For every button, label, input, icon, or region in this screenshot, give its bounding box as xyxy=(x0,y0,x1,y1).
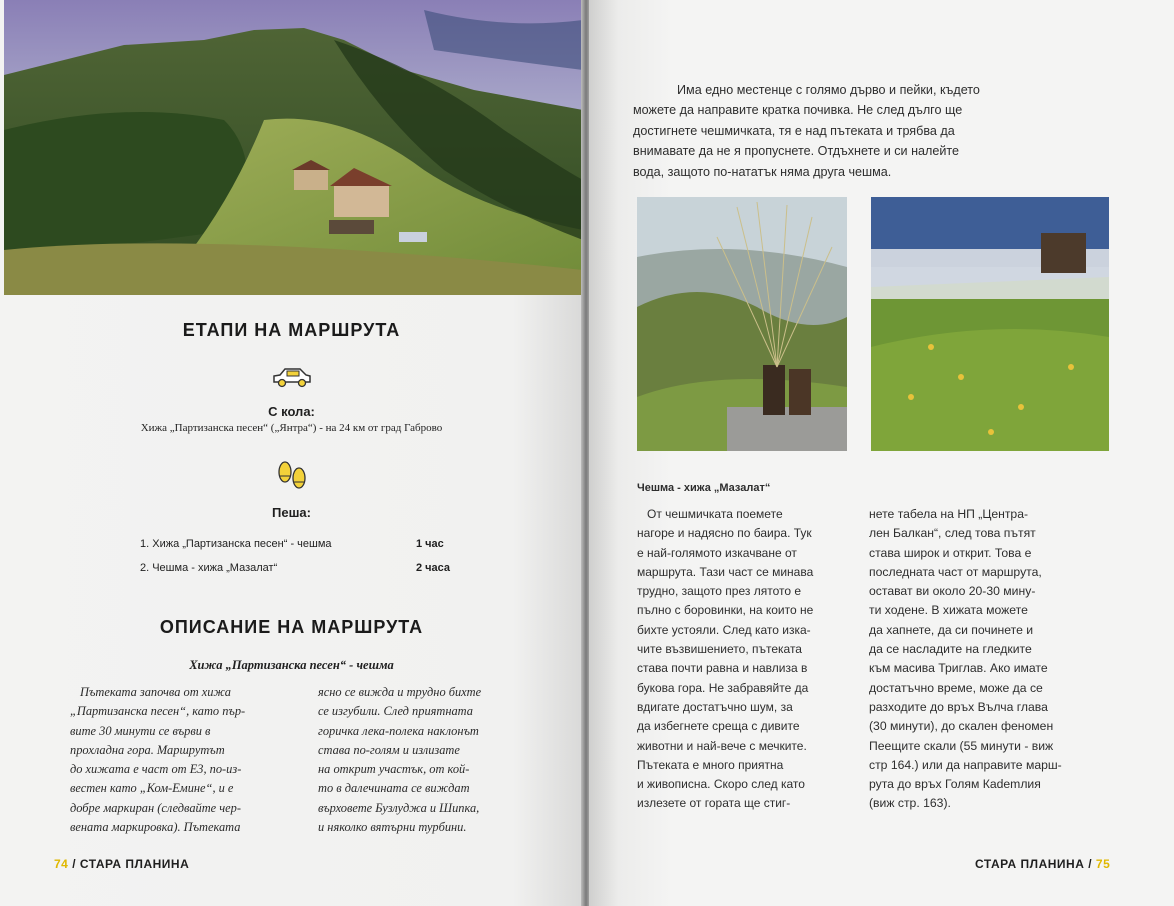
intro-paragraph xyxy=(633,80,1077,182)
text-line: нагоре и надясно по баира. Тук xyxy=(637,526,812,541)
text-line: достатъчно време, може да се xyxy=(869,680,1043,695)
stage-1-name: 1. Хижа „Партизанска песен“ - чешма xyxy=(140,538,332,550)
section-subtitle: Хижа „Партизанска песен“ - чешма xyxy=(189,658,394,672)
description-column-1 xyxy=(70,683,296,837)
text-line: ясно се вижда и трудно бихте xyxy=(318,685,482,699)
text-line: и няколко вятърни турбини. xyxy=(318,820,467,835)
text-line: (виж стр. 163). xyxy=(869,796,951,811)
text-line: прохладна гора. Маршрутът xyxy=(70,742,225,757)
text-line: на открит участък, от кой- xyxy=(318,762,470,777)
text-line: е най-голямото изкачване от xyxy=(637,545,797,560)
text-line: Пътеката започва от хижа xyxy=(80,685,231,699)
text-line: животни и най-вече с мечките. xyxy=(637,738,807,753)
left-folio xyxy=(54,857,189,871)
text-line: нете табела на НП „Центра- xyxy=(869,507,1029,521)
text-line: бихте устояли. След като изка- xyxy=(637,622,811,637)
page-number: 75 xyxy=(1095,857,1111,871)
text-line: добре маркиран (следвайте чер- xyxy=(70,800,242,815)
text-line: трудно, защото през лятото е xyxy=(637,584,802,599)
text-line: вдигате достатъчно шум, за xyxy=(637,699,793,714)
right-page xyxy=(589,0,1174,906)
text-line: ти ходене. В хижата можете xyxy=(869,603,1028,618)
side-running-head xyxy=(1134,88,1154,348)
text-line: букова гора. Не забравяйте да xyxy=(637,680,809,695)
boots-grass-photo xyxy=(637,197,847,451)
text-line: да се насладите на гледките xyxy=(869,642,1032,657)
text-line: достигнете чешмичката, тя е над пътеката и трябва да xyxy=(633,123,955,138)
text-line: пълно с боровинки, на които не xyxy=(637,603,814,618)
running-footer: / СТАРА ПЛАНИНА xyxy=(72,857,190,871)
text-line: вестен като „Ком-Емине“, и е xyxy=(70,781,234,796)
text-line: чите възвишението, пътеката xyxy=(637,642,802,657)
text-line: рута до връх Голям Кademлия xyxy=(869,777,1041,792)
text-line: и живописна. Скоро след като xyxy=(637,777,805,792)
text-line: Пътеката е много приятна xyxy=(637,757,784,772)
car-route-text: Хижа „Партизанска песен“ („Янтра“) - на 24 км от град Габрово xyxy=(140,422,443,434)
text-line: маршрута. Тази част се минава xyxy=(637,564,814,579)
stage-2-time: 2 часа xyxy=(416,562,451,574)
text-line: излезете от гората ще стиг- xyxy=(637,796,791,811)
foot-label: Пеша: xyxy=(272,505,311,520)
text-line: да хапнете, да си починете и xyxy=(869,622,1034,637)
mountain-landscape-image xyxy=(4,0,583,295)
text-line: то в далечината се виждат xyxy=(318,781,470,796)
text-line: „Партизанска песен“, като пър- xyxy=(70,704,246,719)
page-number: 74 xyxy=(54,857,69,871)
route-description-heading: ОПИСАНИЕ НА МАРШРУТА xyxy=(159,617,424,637)
text-line: последната част от маршрута, xyxy=(869,564,1042,579)
text-line: (30 минути), до скален феномен xyxy=(869,719,1054,734)
laundry-meadow-photo xyxy=(871,197,1109,451)
footprints-icon xyxy=(0,458,583,499)
text-line: върховете Бузлуджа и Шипка, xyxy=(318,800,480,815)
text-line: става широк и открит. Това е xyxy=(869,545,1032,560)
text-line: става по-голям и излизате xyxy=(318,742,460,757)
text-line: вите 30 минути се върви в xyxy=(70,723,211,738)
text-line: разходите до връх Вълча глава xyxy=(869,699,1048,714)
text-line: можете да направите кратка почивка. Не след дълго ще xyxy=(633,103,963,118)
text-line: вода, защото по-нататък няма друга чешма. xyxy=(633,164,892,179)
text-line: горичка лека-полека наклонът xyxy=(318,723,479,738)
text-line: лен Балкан“, след това пътят xyxy=(869,526,1036,541)
right-folio xyxy=(975,857,1110,871)
text-line: към масива Триглав. Ако имате xyxy=(869,661,1048,676)
stage-1-time: 1 час xyxy=(416,538,444,550)
text-line: Пеещите скали (55 минути - виж xyxy=(869,738,1054,753)
text-line: става почти равна и навлиза в xyxy=(637,661,808,676)
stage-2-name: 2. Чешма - хижа „Мазалат“ xyxy=(140,562,278,574)
route-stages-heading: ЕТАПИ НА МАРШРУТА xyxy=(182,320,401,340)
text-line: се изгубили. След приятната xyxy=(318,704,473,719)
text-line: стр 164.) или да направите марш- xyxy=(869,757,1062,772)
text-line: да избегнете среща с дивите xyxy=(637,719,800,734)
text-line: до хижата е част от Е3, по-из- xyxy=(70,762,242,777)
car-icon xyxy=(0,364,583,395)
description-column-2 xyxy=(869,505,1109,814)
car-label: С кола: xyxy=(268,404,315,419)
text-line: Има едно местенце с голямо дърво и пейки, където xyxy=(677,83,980,97)
text-line: вената маркировка). Пътеката xyxy=(70,820,241,835)
description-column-1 xyxy=(637,505,847,814)
section-subtitle: Чешма - хижа „Мазалат“ xyxy=(637,482,771,494)
text-line: От чешмичката поемете xyxy=(647,507,783,521)
text-line: внимавате да не я пропуснете. Отдъхнете и си налейте xyxy=(633,144,960,159)
mountain-hut-photo xyxy=(4,0,583,295)
running-footer: СТАРА ПЛАНИНА / xyxy=(975,857,1093,871)
text-line: остават ви около 20-30 мину- xyxy=(869,584,1036,599)
left-page xyxy=(0,0,583,906)
description-column-2 xyxy=(318,683,538,837)
